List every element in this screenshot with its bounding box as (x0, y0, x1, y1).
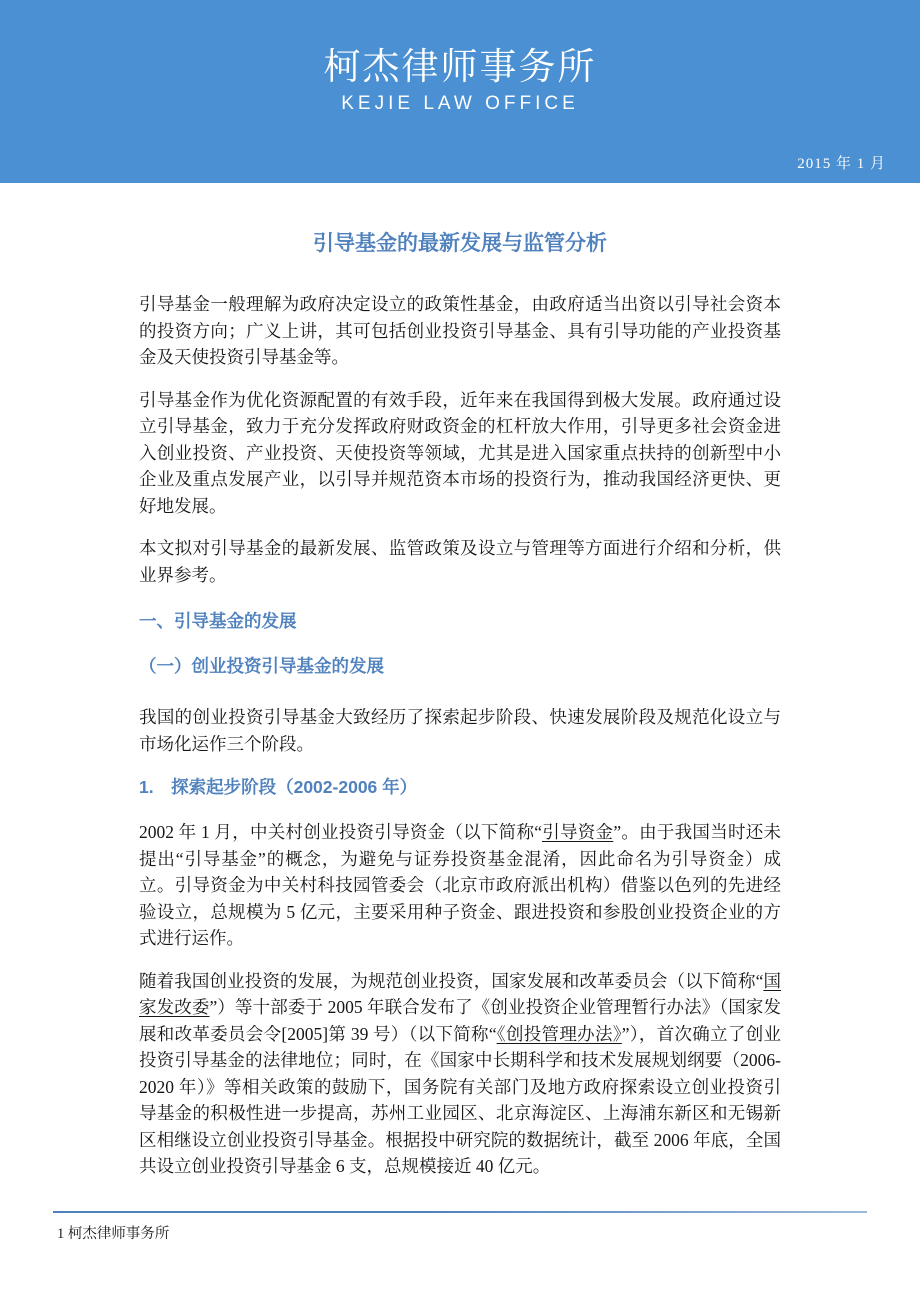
header-band (0, 0, 920, 183)
firm-logo (0, 44, 920, 115)
document-page (139, 183, 781, 1180)
text-run: ”）等十部委于 2005 年联合发布了《创业投资企业管理暂行办法》（国家发展和改革委员会令[2005]第 39 号）（以下简称“ (139, 997, 782, 1044)
text-run: （一）创业投资引导基金的发展 (139, 656, 384, 676)
text-run: 本文拟对引导基金的最新发展、监管政策及设立与管理等方面进行介绍和分析，供业界参考。 (139, 538, 781, 585)
text-run: 引导基金作为优化资源配置的有效手段，近年来在我国得到极大发展。政府通过设立引导基金，致力于充分发挥政府财政资金的杠杆放大作用，引导更多社会资金进入创业投资、产业投资、天使投资等领域，尤其是进入国家重点扶持的创新型中小企业及重点发展产业，以引导并规范资本市场的投资行为，推动我国经济更快、更好地发展。 (139, 389, 781, 516)
document-body (139, 291, 781, 1180)
text-run: 随着我国创业投资的发展，为规范创业投资，国家发展和改革委员会（以下简称“ (139, 970, 764, 991)
text-run: ”。由于我国当时还未提出“引导基金”的概念，为避免与证券投资基金混淆，因此命名为引导资金）成立。引导资金为中关村科技园管委会（北京市政府派出机构）借鉴以色列的先进经验设立，总规模为 5 亿元，主要采用种子资金、跟进投资和参股创业投资企业的方式进行运作。 (139, 822, 781, 948)
intro-paragraph-1 (139, 291, 781, 371)
text-run: 我国的创业投资引导基金大致经历了探索起步阶段、快速发展阶段及规范化设立与市场化运作三个阶段。 (139, 707, 781, 754)
stage-1-paragraph-2 (139, 968, 781, 1180)
text-run: 2002 年 1 月，中关村创业投资引导资金（以下简称“ (139, 822, 542, 842)
section-heading-1 (139, 609, 781, 634)
document-title: 引导基金的最新发展与监管分析 (313, 232, 607, 255)
text-run: 一、引导基金的发展 (139, 611, 297, 631)
stage-heading-1 (139, 775, 781, 800)
intro-paragraph-2 (139, 387, 781, 520)
issue-date: 2015 年 1 月 (797, 156, 886, 172)
firm-name-english: KEJIE LAW OFFICE (341, 93, 579, 115)
text-run: 引导基金一般理解为政府决定设立的政策性基金，由政府适当出资以引导社会资本的投资方向；广义上讲，其可包括创业投资引导基金、具有引导功能的产业投资基金及天使投资引导基金等。 (139, 294, 781, 367)
footer-page-number-and-firm: 1 柯杰律师事务所 (57, 1226, 170, 1242)
section-1-1-paragraph (139, 704, 781, 757)
text-run: 1. 探索起步阶段（2002-2006 年） (139, 777, 418, 797)
intro-paragraph-3 (139, 535, 781, 588)
underlined-term: 引导资金 (542, 822, 614, 842)
firm-name-chinese: 柯杰律师事务所 (323, 46, 597, 87)
section-heading-1-1 (139, 654, 781, 679)
stage-1-paragraph-1 (139, 819, 781, 952)
underlined-term: 《创投管理办法》 (496, 1023, 622, 1044)
text-run: ”），首次确立了创业投资引导基金的法律地位；同时，在《国家中长期科学和技术发展规划纲要（2006-2020 年）》等相关政策的鼓励下，国务院有关部门及地方政府探索设立创业投资引导基金的积极性进一步提高，苏州工业园区、北京海淀区、上海浦东新区和无锡新区相继设立创业投资引导基金。根据投中研究院的数据统计，截至 2006 年底，全国共设立创业投资引导基金 6 支，总规模接近 40 亿元。 (139, 1023, 782, 1176)
underlined-term: 国家发改委 (139, 970, 782, 1017)
footer-divider (53, 1211, 867, 1213)
